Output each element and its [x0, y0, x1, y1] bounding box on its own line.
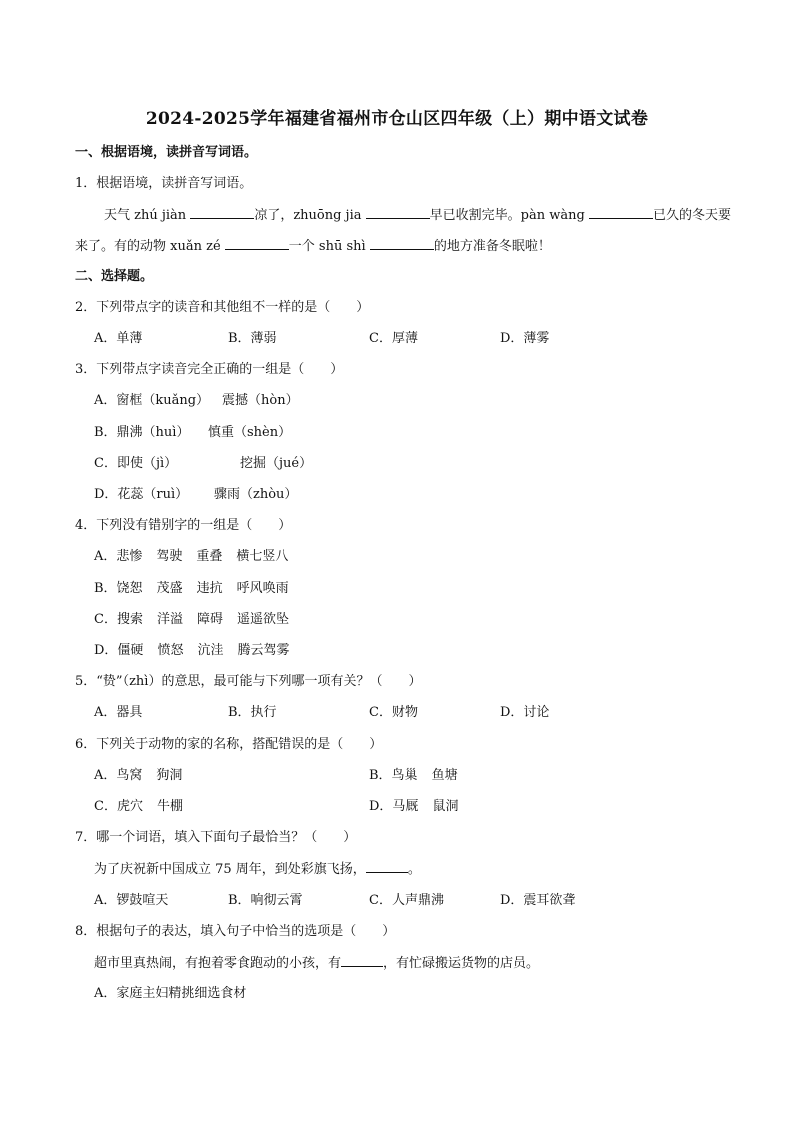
- question-8-close: ）: [382, 924, 396, 939]
- question-7-text: 7．哪一个词语，填入下面句子最恰当？（: [75, 830, 318, 845]
- q2-option-b[interactable]: B．薄弱: [228, 331, 277, 346]
- q6-option-c[interactable]: [94, 798, 183, 816]
- q3-option-b-part1: B．鼎沸（huì）: [94, 425, 190, 440]
- q2-option-a[interactable]: A．单薄: [94, 331, 143, 346]
- q5-option-d[interactable]: D．讨论: [500, 705, 550, 720]
- q8-fill-blank[interactable]: [341, 954, 383, 967]
- q6-d-word-2: 鼠洞: [432, 799, 459, 814]
- q3-option-d-second: 骤雨（zhòu）: [214, 487, 298, 502]
- answer-blank-4[interactable]: [225, 237, 289, 250]
- q4-d-word-2: 愤怒: [157, 643, 184, 658]
- q4-d-word-3: 沆洼: [197, 643, 224, 658]
- q6-a-word-1: A．鸟窝: [94, 768, 143, 783]
- q1-text-a: 天气 zhú jiàn: [104, 208, 187, 223]
- q1-text-d: 已久的冬天要: [652, 208, 731, 223]
- question-2-text: 2．下列带点字的读音和其他组不一样的是（: [75, 300, 331, 315]
- question-8-sentence: [94, 954, 539, 973]
- answer-blank-5[interactable]: [370, 237, 434, 250]
- q4-c-word-4: 遥遥欲坠: [236, 612, 289, 627]
- q4-b-word-3: 违抗: [196, 581, 223, 596]
- question-7-close: ）: [343, 830, 357, 845]
- question-8-stem: [75, 923, 395, 941]
- q4-b-word-1: B．饶恕: [94, 581, 143, 596]
- q6-c-word-2: 牛棚: [156, 799, 183, 814]
- q6-b-word-2: 鱼塘: [431, 768, 458, 783]
- q3-option-c-part1: C．即使（jì）: [94, 456, 178, 471]
- q7-option-c[interactable]: C．人声鼎沸: [369, 893, 444, 908]
- q5-option-b[interactable]: B．执行: [228, 705, 277, 720]
- q3-option-b[interactable]: [94, 424, 189, 442]
- question-1-paragraph-line-1: [104, 206, 731, 225]
- question-3-stem: [75, 361, 343, 379]
- section-heading-2: 二、选择题。: [75, 269, 154, 284]
- q1-text-g: 的地方准备冬眠啦！: [433, 239, 551, 254]
- question-6-close: ）: [369, 737, 383, 752]
- question-3-text: 3．下列带点字读音完全正确的一组是（: [75, 362, 305, 377]
- q1-text-f: 一个 shū shì: [288, 239, 366, 254]
- question-5-close: ）: [408, 674, 422, 689]
- q6-option-a[interactable]: [94, 767, 182, 785]
- q3-option-b-second: 慎重（shèn）: [208, 425, 292, 440]
- q7-fill-blank[interactable]: [366, 860, 408, 873]
- q8-sentence-end: ，有忙碌搬运货物的店员。: [383, 956, 540, 971]
- question-2-stem: [75, 299, 369, 317]
- q3-option-d-part1: D．花蕊（ruì）: [94, 487, 189, 502]
- q4-option-b[interactable]: [94, 580, 289, 598]
- q4-option-c[interactable]: [94, 611, 289, 629]
- q4-c-word-2: 洋溢: [156, 612, 183, 627]
- page-title: 2024-2025学年福建省福州市仓山区四年级（上）期中语文试卷: [145, 109, 649, 129]
- q6-a-word-2: 狗洞: [156, 768, 183, 783]
- section-heading-1: 一、根据语境，读拼音写词语。: [75, 145, 258, 160]
- q1-text-b: 凉了，zhuōng jia: [254, 208, 362, 223]
- q5-option-c[interactable]: C．财物: [369, 705, 418, 720]
- q6-c-word-1: C．虎穴: [94, 799, 143, 814]
- q7-option-b[interactable]: B．响彻云霄: [228, 893, 303, 908]
- question-4-close: ）: [278, 518, 292, 533]
- q7-option-d[interactable]: D．震耳欲聋: [500, 893, 576, 908]
- q2-option-c[interactable]: C．厚薄: [369, 331, 418, 346]
- answer-blank-3[interactable]: [589, 206, 653, 219]
- q4-a-word-1: A．悲惨: [94, 549, 143, 564]
- q2-option-d[interactable]: D．薄雾: [500, 331, 550, 346]
- q1-text-c: 早已收割完毕。pàn wàng: [429, 208, 585, 223]
- q8-option-a[interactable]: A．家庭主妇精挑细选食材: [94, 986, 247, 1001]
- q3-option-d[interactable]: [94, 486, 188, 504]
- q3-option-c-second: 挖掘（jué）: [240, 456, 313, 471]
- q3-option-a-part1: A．窗框（kuǎng）: [94, 393, 210, 408]
- question-5-text: 5．“贽”（zhì）的意思，最可能与下列哪一项有关？（: [75, 674, 383, 689]
- q7-sentence-start: 为了庆祝新中国成立 75 周年，到处彩旗飞扬，: [94, 862, 366, 877]
- q6-option-b[interactable]: [369, 767, 458, 785]
- q7-sentence-end: 。: [407, 862, 421, 877]
- q4-d-word-4: 腾云驾雾: [237, 643, 290, 658]
- question-3-close: ）: [330, 362, 344, 377]
- question-4-stem: [75, 517, 291, 535]
- question-5-stem: [75, 673, 421, 691]
- q4-a-word-2: 驾驶: [156, 549, 183, 564]
- question-1-paragraph-line-2: [75, 237, 551, 256]
- q4-a-word-4: 横七竖八: [236, 549, 289, 564]
- q4-d-word-1: D．僵硬: [94, 643, 144, 658]
- question-2-close: ）: [356, 300, 370, 315]
- q4-c-word-3: 障碍: [196, 612, 223, 627]
- q4-option-d[interactable]: [94, 642, 289, 660]
- answer-blank-1[interactable]: [190, 206, 254, 219]
- q3-option-c[interactable]: [94, 455, 177, 473]
- q4-b-word-4: 呼风唤雨: [236, 581, 289, 596]
- q3-option-a-second: 震撼（hòn）: [222, 393, 299, 408]
- question-7-sentence: [94, 860, 421, 879]
- q3-option-a[interactable]: [94, 392, 209, 410]
- q4-c-word-1: C．搜索: [94, 612, 143, 627]
- q8-sentence-start: 超市里真热闹，有抱着零食跑动的小孩，有: [94, 956, 342, 971]
- q1-text-e: 来了。有的动物 xuǎn zé: [75, 239, 221, 254]
- q6-option-d[interactable]: [369, 798, 458, 816]
- q4-a-word-3: 重叠: [196, 549, 223, 564]
- q5-option-a[interactable]: A．器具: [94, 705, 143, 720]
- question-4-text: 4．下列没有错别字的一组是（: [75, 518, 253, 533]
- question-1-stem: 1．根据语境，读拼音写词语。: [75, 176, 253, 191]
- question-8-text: 8．根据句子的表达，填入句子中恰当的选项是（: [75, 924, 357, 939]
- answer-blank-2[interactable]: [366, 206, 430, 219]
- q4-option-a[interactable]: [94, 548, 288, 566]
- question-6-stem: [75, 736, 382, 754]
- q6-b-word-1: B．鸟巢: [369, 768, 418, 783]
- question-7-stem: [75, 829, 356, 847]
- q6-d-word-1: D．马厩: [369, 799, 419, 814]
- q4-b-word-2: 茂盛: [156, 581, 183, 596]
- q7-option-a[interactable]: A．锣鼓喧天: [94, 893, 169, 908]
- question-6-text: 6．下列关于动物的家的名称，搭配错误的是（: [75, 737, 344, 752]
